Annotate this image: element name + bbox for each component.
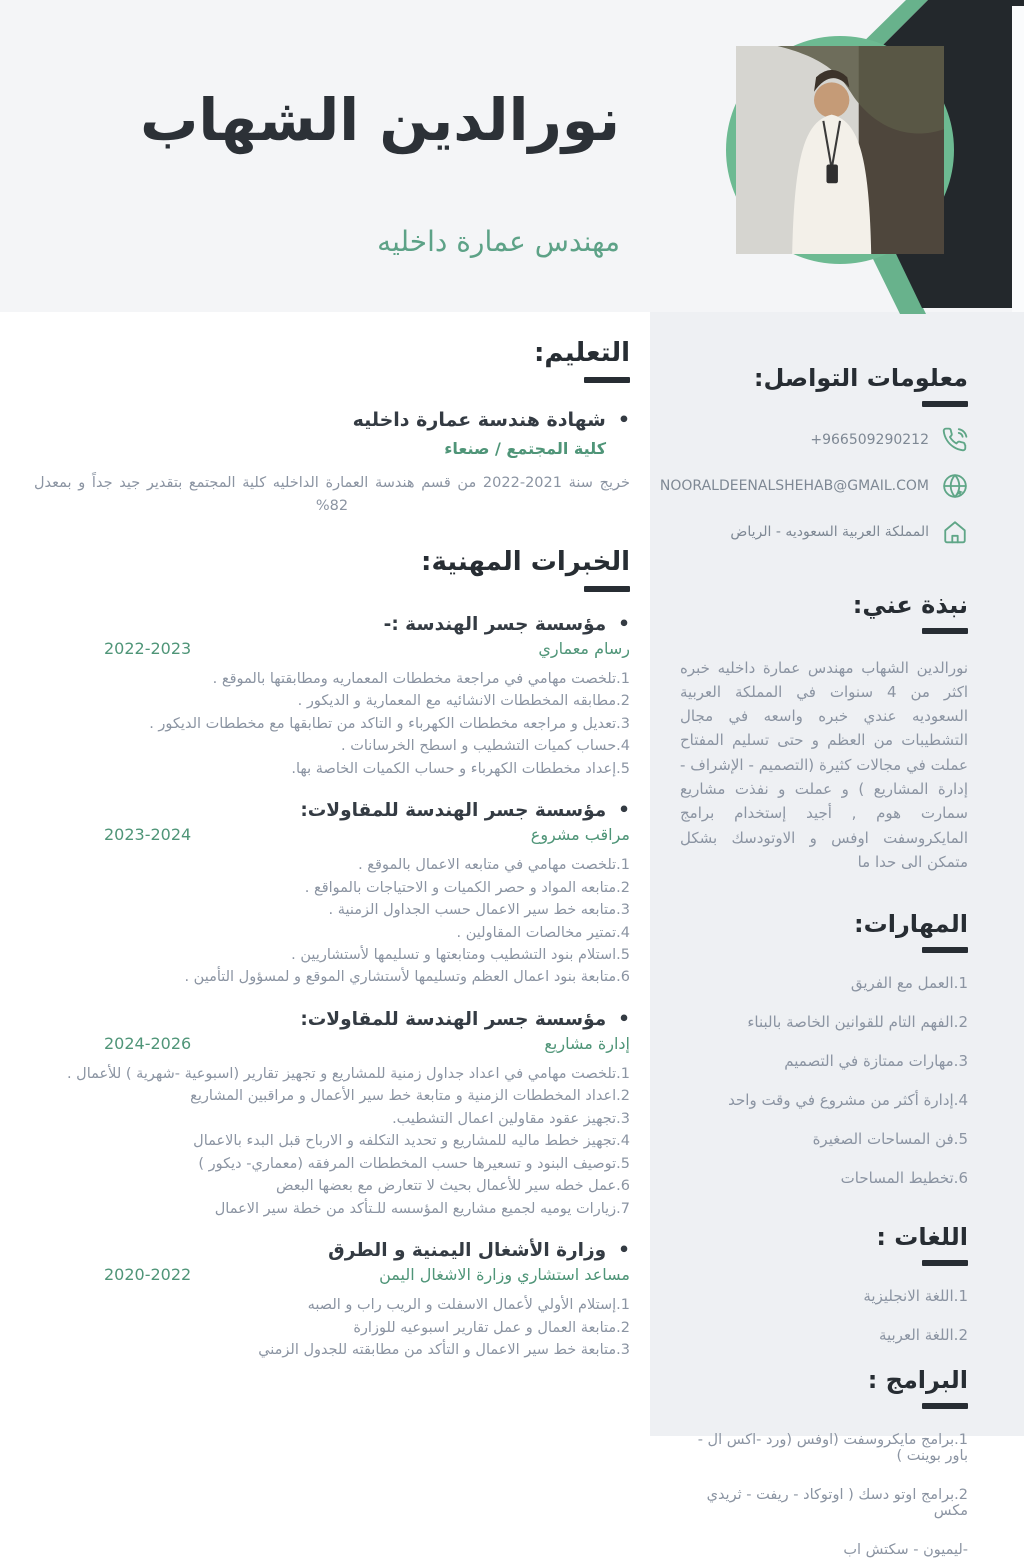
experience-heading: الخبرات المهنية: [421,546,630,577]
experience-duty: 1.تلخصت مهامي في مراجعة مخططات المعماريه ومطابقتها بالموقع . [212,670,630,687]
skill-item: 6.تخطيط المساحات [840,1169,968,1188]
experience-subrow [34,1265,630,1284]
languages-section [680,1223,968,1344]
education-details: خريج سنة 2021-2022 من قسم هندسة العمارة الداخليه كلية المجتمع بتقدير جيد جداً و بمعدل 82% [34,475,630,515]
languages-list [680,1287,968,1344]
about-text: نورالدين الشهاب مهندس عمارة داخليه خبره اكثر من 4 سنوات في المملكة العربية السعوديه عندي خبره واسعه في مجال التشطيبات من العظم و حتى تسليم المفتاح عملت في مجالات كثيرة (التصميم - الإشراف - إدارة المشاريع ) و عملت و نفذت مشاريع سمارت هوم , أجيد إستخدام برامج المايكروسفت اوفس و الاوتودسك بشكل متمكن الى حدا ما [680,658,968,871]
experience-section [34,547,630,1362]
experience-subrow [34,639,630,658]
heading-underline [922,1260,968,1266]
experience-duty: 3.تعديل و مراجعه مخططات الكهرباء و التاكد من تطابقها مع مخططات الديكور . [149,715,630,732]
phone-icon [942,427,968,453]
experience-entry [34,1009,630,1220]
experience-duty: 3.متابعه خط سير الاعمال حسب الجداول الزمنية . [328,902,630,919]
language-item: 1.اللغة الانجليزية [863,1286,968,1305]
experience-duty: 1.تلخصت مهامي في اعداد جداول زمنية للمشاريع و تجهيز تقارير (اسبوعية -شهرية ) للأعمال . [66,1065,630,1082]
heading-underline [922,401,968,407]
about-heading: نبذة عني: [852,590,968,619]
experience-duty: 2.مطابقه المخططات الانشائيه مع المعمارية و الديكور . [297,693,630,710]
experience-duty: 1.إستلام الأولي لأعمال الاسفلت و الريب راب و الصبه [307,1297,630,1314]
location-value: المملكة العربية السعوديه - الرياض [730,523,929,540]
skills-list [680,974,968,1187]
phone-value: +966509290212 [810,431,929,448]
experience-company: • مؤسسة جسر الهندسة :- [34,614,630,635]
experience-company: • مؤسسة جسر الهندسة للمقاولات: [34,1009,630,1030]
program-item: 1.برامج مايكروسفت (اوفس (ورد -اكس ال - باور بوينت ) [697,1431,968,1464]
profile-photo-image [736,46,944,254]
page-body [0,312,1024,1558]
programs-list [680,1432,968,1558]
main-column [0,312,650,1436]
header-text [140,0,620,258]
experience-entry [34,614,630,780]
skill-item: 1.العمل مع الفريق [850,974,968,993]
experience-duty: 6.عمل خطه سير للأعمال بحيث لا تتعارض مع بعضها البعض [276,1178,630,1195]
education-section [34,338,630,519]
program-item: -ليميون - سكتش اب [843,1541,968,1558]
experience-duty: 3.متابعة خط سير الاعمال و التأكد من مطابقته للجدول الزمني [258,1342,630,1359]
education-school: كلية المجتمع / صنعاء [444,439,606,459]
experience-duty: 3.تجهيز عقود مقاولين اعمال التشطيب. [392,1110,630,1127]
skill-item: 4.إدارة أكثر من مشروع في وقت واحد [728,1091,968,1110]
email-value: NOORALDEENALSHEHAB@GMAIL.COM [659,477,929,494]
experience-role: مساعد استشاري وزارة الاشغال اليمن [379,1265,630,1285]
experience-duty: 4.تجهيز خطط ماليه للمشاريع و تحديد التكلفه و الارباح قبل البدء بالاعمال [193,1133,630,1150]
experience-duties [34,668,630,780]
language-item: 2.اللغة العربية [878,1325,968,1344]
contact-heading: معلومات التواصل: [753,364,968,392]
experience-entry [34,1240,630,1361]
skills-heading: المهارات: [854,910,968,939]
experience-company: • مؤسسة جسر الهندسة للمقاولات: [34,800,630,821]
education-degree: • شهادة هندسة عمارة داخليه [34,409,630,431]
profile-photo [726,36,954,264]
header [0,0,1024,312]
experience-duty: 4.حساب كميات التشطيب و اسطح الخرسانات . [341,738,630,755]
experience-entry [34,800,630,989]
page-edge-strip [1012,6,1024,312]
experience-duty: 2.متابعه المواد و حصر الكميات و الاحتياجات بالمواقع . [304,879,630,896]
experience-dates: 2024-2026 [104,1033,192,1053]
experience-duties [34,1063,630,1220]
heading-underline [922,628,968,634]
contact-section [659,364,968,545]
job-title: مهندس عمارة داخليه [377,224,620,258]
program-item: 2.برامج اوتو دسك ( اوتوكاد - ريفت - ثريدي مكس [706,1486,968,1519]
experience-duty: 5.إعداد مخططات الكهرباء و حساب الكميات الخاصة بها. [291,760,630,777]
heading-underline [922,947,968,953]
programs-section [680,1366,968,1558]
heading-underline [584,586,630,592]
experience-dates: 2020-2022 [104,1265,192,1285]
experience-list [34,614,630,1362]
about-section [680,591,968,874]
contact-phone-row [680,427,968,453]
education-heading: التعليم: [534,338,630,368]
skills-section [680,910,968,1187]
experience-duty: 2.اعداد المخططات الزمنية و متابعة خط سير الأعمال و مراقبين المشاريع [190,1088,630,1105]
experience-duty: 6.متابعة بنود اعمال العظم وتسليمها لأستشاري الموقع و لمسؤول التأمين . [184,969,630,986]
experience-duty: 4.تمتير مخالصات المقاولين . [456,924,630,941]
skill-item: 2.الفهم التام للقوانين الخاصة بالبناء [747,1013,968,1032]
experience-duty: 5.توصيف البنود و تسعيرها حسب المخططات المرفقه (معماري- ديكور ) [198,1155,630,1172]
experience-subrow [34,825,630,844]
globe-icon [942,473,968,499]
experience-dates: 2023-2024 [104,825,192,845]
experience-dates: 2022-2023 [104,638,192,658]
heading-underline [922,1403,968,1409]
sidebar [650,312,1024,1558]
experience-company: • وزارة الأشغال اليمنية و الطرق [34,1240,630,1261]
contact-email-row [659,473,968,499]
contact-location-row [680,519,968,545]
heading-underline [584,377,630,383]
experience-role: رسام معماري [538,638,630,658]
programs-heading: البرامج : [867,1365,968,1394]
languages-heading: اللغات : [876,1223,968,1252]
experience-role: إدارة مشاريع [544,1033,630,1053]
experience-duties [34,1294,630,1361]
experience-duty: 7.زيارات يوميه لجميع مشاريع المؤسسه للـتأكد من خطة سير الاعمال [214,1200,630,1217]
experience-duty: 5.استلام بنود التشطيب ومتابعتها و تسليمها لأستشاريين . [291,946,630,963]
experience-duties [34,854,630,989]
skill-item: 5.فن المساحات الصغيرة [812,1130,968,1149]
skill-item: 3.مهارات ممتازة في التصميم [784,1052,968,1071]
experience-subrow [34,1034,630,1053]
contact-rows [659,427,968,545]
experience-duty: 1.تلخصت مهامي في متابعه الاعمال بالموقع . [358,857,630,874]
experience-role: مراقب مشروع [530,825,630,845]
experience-duty: 2.متابعة العمال و عمل تقارير اسبوعيه للوزارة [353,1319,630,1336]
home-icon [942,519,968,545]
person-name: نورالدين الشهاب [140,86,620,154]
